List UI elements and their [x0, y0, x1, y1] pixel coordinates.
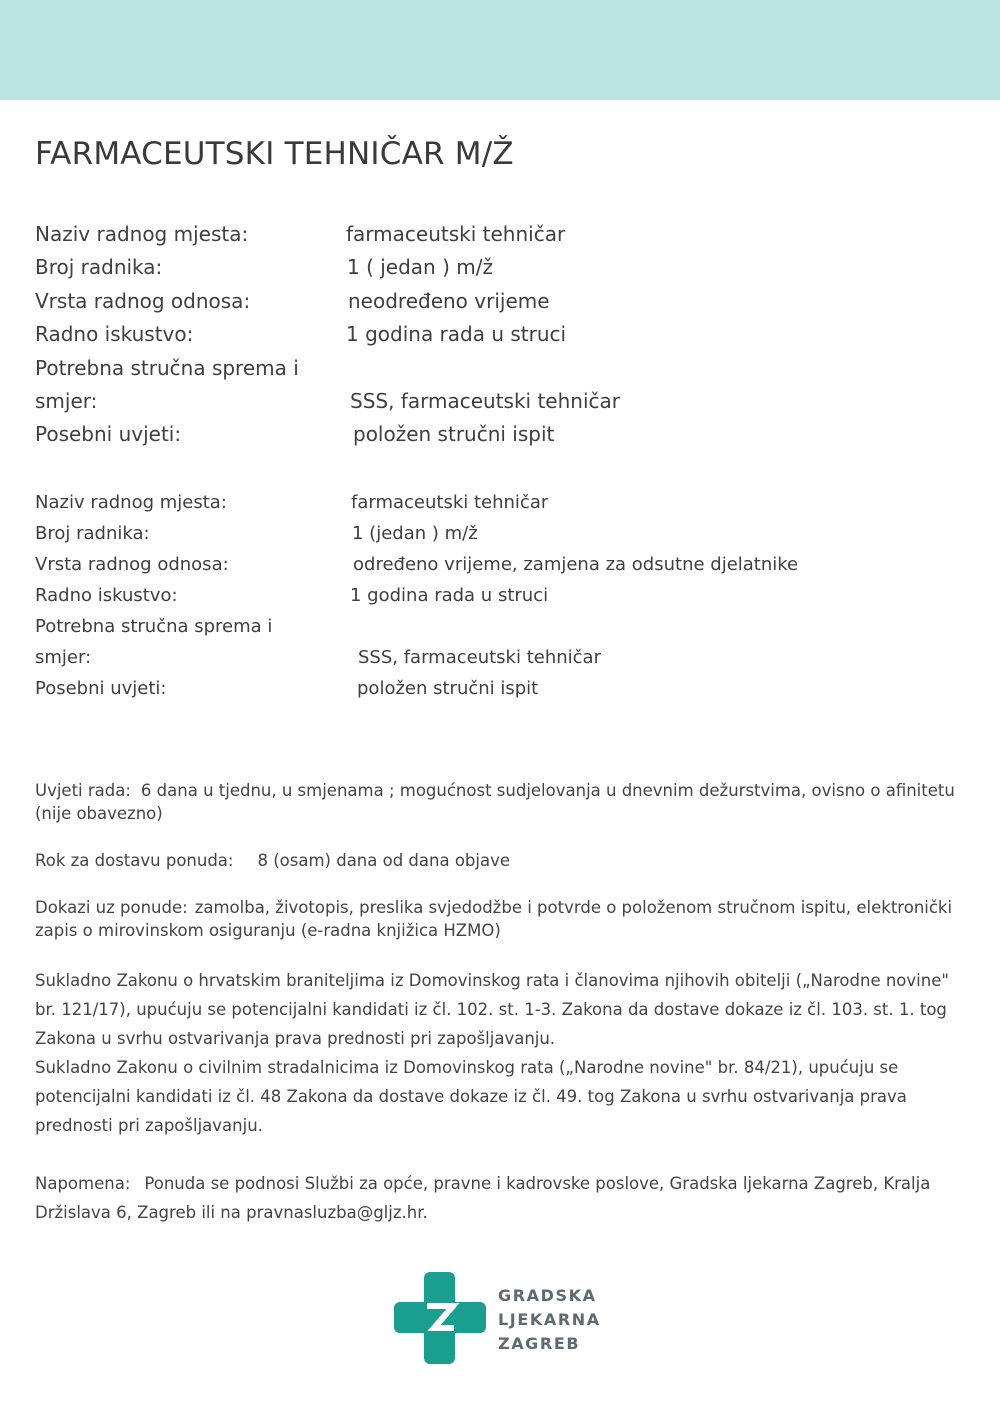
cross-z-logo-icon [394, 1272, 486, 1364]
logo-line-3: ZAGREB [498, 1334, 581, 1353]
naziv-value: farmaceutski tehničar [346, 222, 566, 246]
logo-line-1: GRADSKA [498, 1286, 597, 1305]
note [35, 1169, 965, 1227]
uvjeti-value: položen stručni ispit [357, 678, 539, 699]
vrsta-label: Vrsta radnog odnosa: [35, 289, 251, 313]
dokazi-text: zamolba, životopis, preslika svjedodžbe i potvrde o položenom stručnom ispitu, elektronički zapis o mirovinskom osiguranju (e-radna knjižica HZMO) [35, 898, 953, 940]
iskustvo-value: 1 godina rada u struci [346, 322, 567, 346]
sprema-label-1: Potrebna stručna sprema i [35, 616, 273, 637]
broj-label: Broj radnika: [35, 523, 150, 544]
header-band [0, 0, 1000, 100]
vrsta-value: određeno vrijeme, zamjena za odsutne djelatnike [353, 554, 799, 575]
broj-value: 1 (jedan ) m/ž [352, 523, 478, 544]
vrsta-value: neodređeno vrijeme [348, 289, 550, 313]
naziv-value: farmaceutski tehničar [351, 492, 549, 513]
rok-label: Rok za dostavu ponuda: [35, 851, 234, 870]
iskustvo-label: Radno iskustvo: [35, 585, 178, 606]
sprema-value: SSS, farmaceutski tehničar [358, 647, 601, 668]
legal-paragraph-1: Sukladno Zakonu o hrvatskim braniteljima iz Domovinskog rata i članovima njihovih obitelji („Narodne novine" br. 121/17), upućuju se potencijalni kandidati iz čl. 102. st. 1-3. Zakona da dostave dokaze iz čl. 103. st. 1. tog Zakona u svrhu ostvarivanja prava prednosti pri zapošljavanju. [35, 971, 949, 1048]
working-conditions [35, 779, 965, 825]
note-text: Ponuda se podnosi Službi za opće, pravne i kadrovske poslove, Gradska ljekarna Zagreb, Kralja Držislava 6, Zagreb ili na pravnasluzba@gljz.hr. [35, 1174, 931, 1222]
iskustvo-value: 1 godina rada u struci [350, 585, 549, 606]
naziv-label: Naziv radnog mjesta: [35, 492, 227, 513]
note-label: Napomena: [35, 1174, 131, 1193]
uvjeti-label: Posebni uvjeti: [35, 422, 182, 446]
broj-value: 1 ( jedan ) m/ž [347, 255, 493, 279]
iskustvo-label: Radno iskustvo: [35, 322, 194, 346]
vrsta-label: Vrsta radnog odnosa: [35, 554, 229, 575]
dokazi-label: Dokazi uz ponude: [35, 898, 188, 917]
uvjeti-value: položen stručni ispit [353, 422, 555, 446]
sprema-label-2: smjer: [35, 389, 98, 413]
uvjeti-rada-text: 6 dana u tjednu, u smjenama ; mogućnost sudjelovanja u dnevnim dežurstvima, ovisno o afinitetu (nije obavezno) [35, 781, 955, 823]
sprema-value: SSS, farmaceutski tehničar [350, 389, 620, 413]
broj-label: Broj radnika: [35, 255, 163, 279]
legal-notice [35, 966, 965, 1140]
naziv-label: Naziv radnog mjesta: [35, 222, 249, 246]
uvjeti-rada-label: Uvjeti rada: [35, 781, 131, 800]
logo-text [498, 1284, 601, 1356]
uvjeti-label: Posebni uvjeti: [35, 678, 167, 699]
deadline [35, 849, 965, 872]
company-logo [394, 1272, 614, 1364]
rok-text: 8 (osam) dana od dana objave [257, 851, 511, 870]
sprema-label-2: smjer: [35, 647, 92, 668]
required-documents [35, 896, 965, 942]
page-title: FARMACEUTSKI TEHNIČAR M/Ž [35, 136, 514, 172]
legal-paragraph-2: Sukladno Zakonu o civilnim stradalnicima iz Domovinskog rata („Narodne novine" br. 84/21), upućuju se potencijalni kandidati iz čl. 48 Zakona da dostave dokaze iz čl. 49. tog Zakona u svrhu ostvarivanja prava prednosti pri zapošljavanju. [35, 1058, 907, 1135]
sprema-label-1: Potrebna stručna sprema i [35, 356, 299, 380]
logo-line-2: LJEKARNA [498, 1310, 601, 1329]
